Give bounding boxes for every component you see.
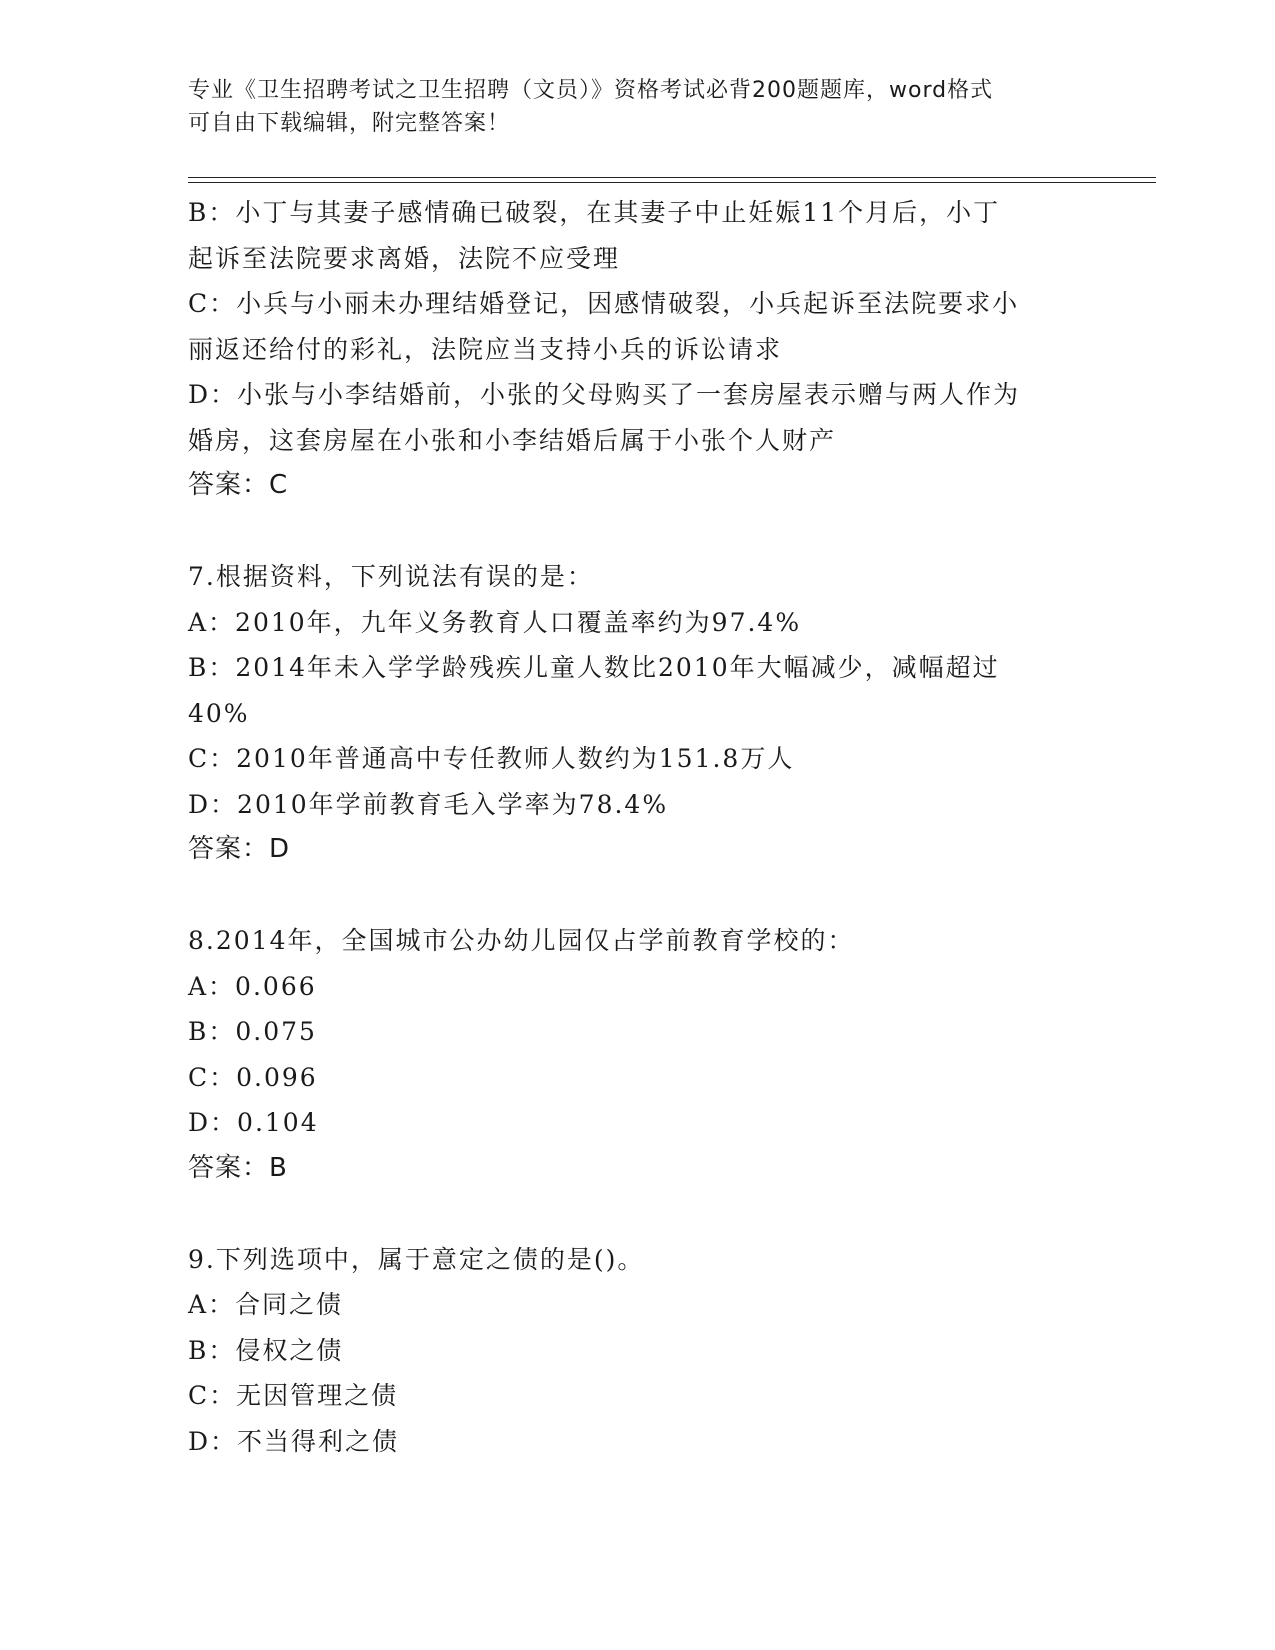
spacer	[188, 509, 1088, 555]
q8-option-c: C：0.096	[188, 1062, 318, 1092]
q9-option-c: C：无因管理之债	[188, 1381, 399, 1410]
q9-option-a: A：合同之债	[188, 1290, 344, 1319]
question-9	[188, 1237, 1088, 1465]
spacer	[188, 1191, 1088, 1237]
q6-option-d-line-2: 婚房，这套房屋在小张和小李结婚后属于小张个人财产	[188, 425, 837, 455]
q6-option-c-line-1: C：小兵与小丽未办理结婚登记，因感情破裂，小兵起诉至法院要求小	[188, 289, 1020, 318]
document-header	[188, 74, 1088, 140]
q7-answer: 答案：D	[188, 834, 291, 864]
q9-option-b: B：侵权之债	[188, 1335, 344, 1365]
header-rule-bottom	[188, 182, 1156, 183]
q6-answer: 答案：C	[188, 470, 289, 500]
q8-option-b: B：0.075	[188, 1017, 317, 1046]
q7-option-b-line-2: 40%	[188, 698, 250, 728]
question-content	[188, 190, 1088, 1464]
q7-question: 7.根据资料，下列说法有误的是：	[188, 562, 594, 591]
spacer	[188, 873, 1088, 919]
header-line-1: 专业《卫生招聘考试之卫生招聘（文员）》资格考试必背200题题库，word格式	[188, 78, 994, 103]
header-line-2: 可自由下载编辑，附完整答案！	[188, 111, 511, 136]
q6-option-d-line-1: D：小张与小李结婚前，小张的父母购买了一套房屋表示赠与两人作为	[188, 380, 1021, 409]
q7-option-b-line-1: B：2014年未入学学龄残疾儿童人数比2010年大幅减少，减幅超过	[188, 653, 1000, 682]
q7-option-d: D：2010年学前教育毛入学率为78.4%	[188, 789, 669, 819]
q9-option-d: D：不当得利之债	[188, 1426, 400, 1456]
q8-option-a: A：0.066	[188, 971, 317, 1001]
q7-option-a: A：2010年，九年义务教育人口覆盖率约为97.4%	[188, 607, 802, 637]
q7-option-c: C：2010年普通高中专任教师人数约为151.8万人	[188, 744, 795, 773]
q6-option-b-line-1: B：小丁与其妻子感情确已破裂，在其妻子中止妊娠11个月后，小丁	[188, 198, 1001, 227]
q9-question: 9.下列选项中，属于意定之债的是()。	[188, 1244, 645, 1274]
q8-answer: 答案：B	[188, 1152, 288, 1183]
question-7	[188, 554, 1088, 873]
header-rule-top	[188, 177, 1156, 178]
q8-option-d: D：0.104	[188, 1108, 319, 1137]
q8-question: 8.2014年，全国城市公办幼儿园仅占学前教育学校的：	[188, 926, 855, 955]
question-6	[188, 190, 1088, 509]
q6-option-c-line-2: 丽返还给付的彩礼，法院应当支持小兵的诉讼请求	[188, 334, 783, 364]
question-8	[188, 918, 1088, 1191]
q6-option-b-line-2: 起诉至法院要求离婚，法院不应受理	[188, 243, 621, 273]
